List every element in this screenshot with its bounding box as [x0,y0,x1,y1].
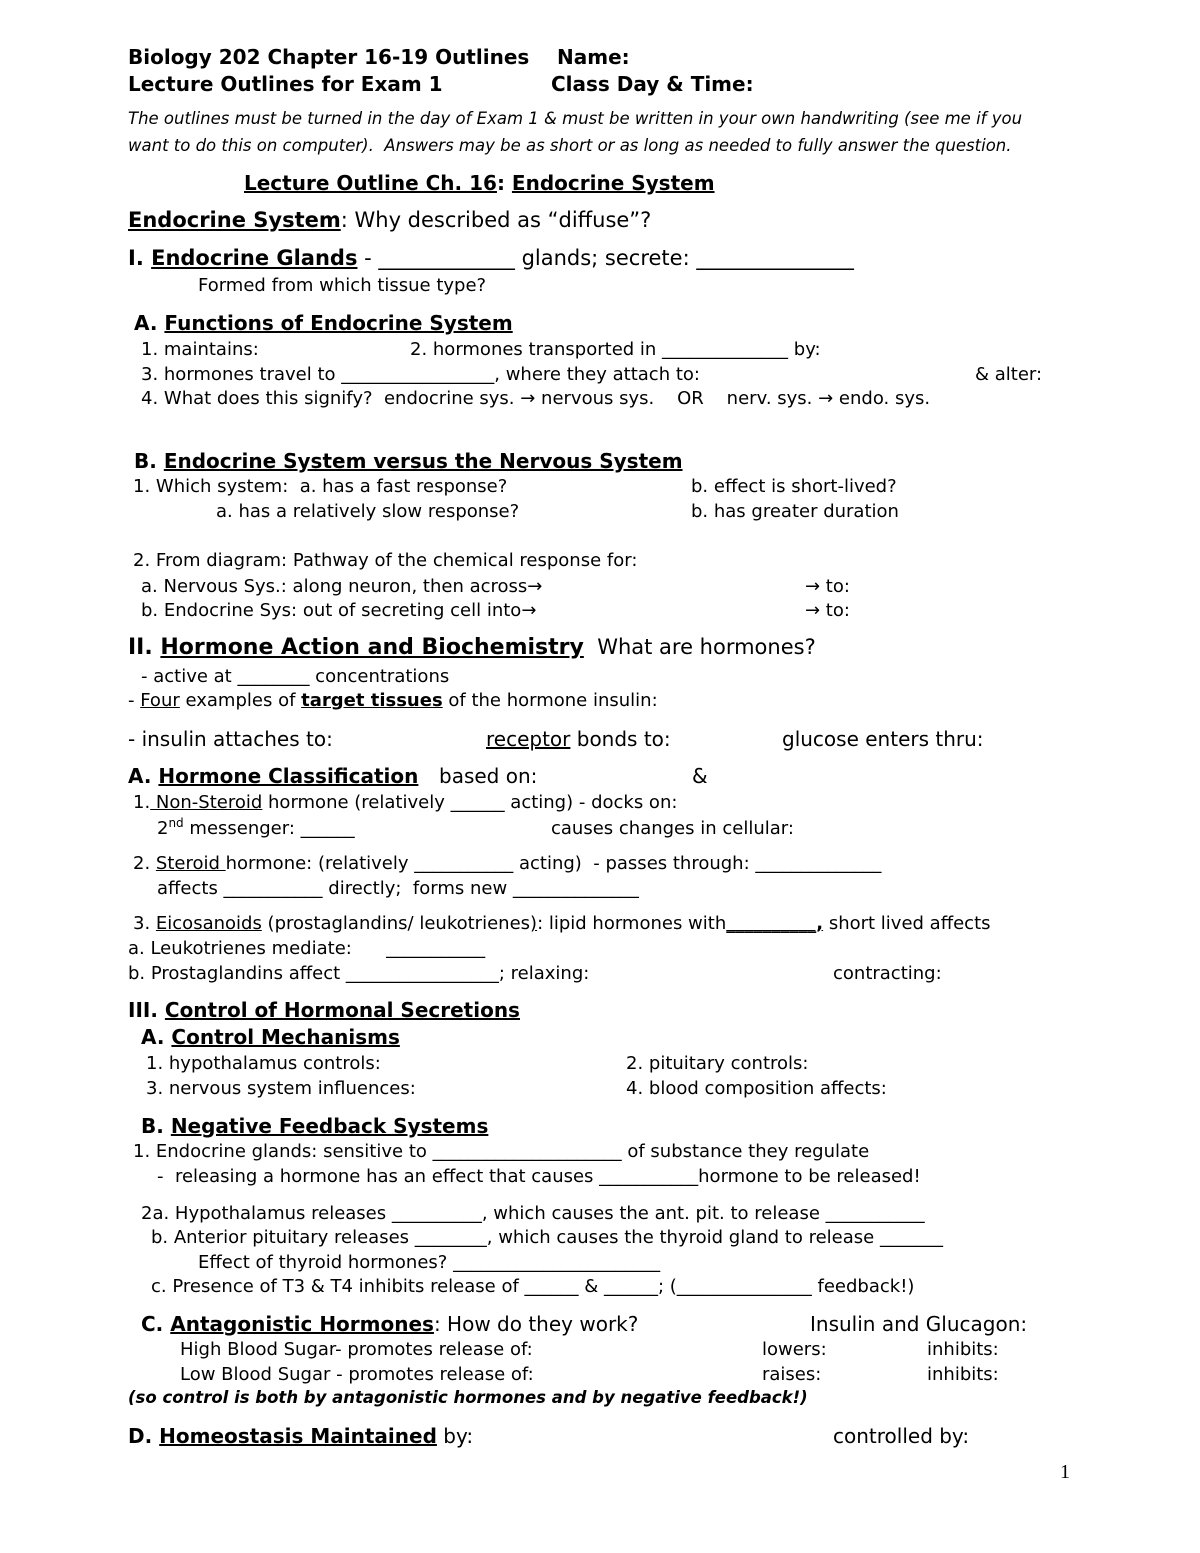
section-endocrine-glands: I. Endocrine Glands - _____________ glands; secrete: _______________ [128,246,854,270]
function-3-alter: & alter: [975,364,1043,385]
receptor-bonds: receptor bonds to: [486,727,671,751]
prostaglandins: b. Prostaglandins affect _________________; relaxing: [128,963,590,984]
active-concentrations: - active at ________ concentrations [141,666,450,687]
low-blood-sugar: Low Blood Sugar - promotes release of: [180,1364,534,1385]
subsection-endo-vs-nervous: B. Endocrine System versus the Nervous System [134,449,683,473]
target-tissues: - Four examples of target tissues of the hormone insulin: [128,690,658,711]
control-2: 2. pituitary controls: [626,1053,809,1074]
exam-title: Lecture Outlines for Exam 1 [128,72,443,96]
function-4: 4. What does this signify? endocrine sys. → nervous sys. OR nerv. sys. → endo. sys. [141,388,931,409]
name-label: Name: [557,45,630,69]
feedback-2a: 2a. Hypothalamus releases __________, which causes the ant. pit. to release ___________ [141,1203,925,1224]
leukotrienes: a. Leukotrienes mediate: ___________ [128,938,486,959]
pathway-nervous-right: → to: [805,576,850,597]
function-2: 2. hormones transported in ______________ by: [410,339,821,360]
compare-1-right: b. effect is short-lived? [691,476,897,497]
insulin-glucagon-label: Insulin and Glucagon: [810,1312,1028,1336]
compare-1: 1. Which system: a. has a fast response? [133,476,508,497]
control-note: (so control is both by antagonistic hormones and by negative feedback!) [128,1388,808,1407]
section-control: III. Control of Hormonal Secretions [128,998,520,1022]
insulin-attaches: - insulin attaches to: [128,727,333,751]
intro-question: Endocrine System: Why described as “diffuse”? [128,208,652,232]
function-1: 1. maintains: [141,339,259,360]
cellular-changes: causes changes in cellular: [551,818,794,839]
section-hormone-action: II. Hormone Action and Biochemistry What are hormones? [128,635,816,660]
compare-1a: a. has a relatively slow response? [216,501,520,522]
pathway-endocrine: b. Endocrine Sys: out of secreting cell into→ [141,600,537,621]
low-inhibits: inhibits: [927,1364,999,1385]
feedback-1b: - releasing a hormone has an effect that causes ___________hormone to be released! [157,1166,921,1187]
classification-amp: & [692,764,708,788]
subsection-control-mechanisms: A. Control Mechanisms [141,1025,400,1049]
page-number: 1 [1060,1461,1070,1483]
control-3: 3. nervous system influences: [146,1078,416,1099]
homeostasis-controlled-by: controlled by: [833,1424,970,1448]
subsection-antagonistic: C. Antagonistic Hormones: How do they work? [141,1312,639,1336]
instructions-line-2: want to do this on computer). Answers may be as short or as long as needed to fully answer the question. [128,136,1012,155]
pathway-question: 2. From diagram: Pathway of the chemical response for: [133,550,638,571]
classification-based-on: based on: [439,764,538,788]
function-3: 3. hormones travel to _________________, where they attach to: [141,364,700,385]
eicosanoids: 3. Eicosanoids (prostaglandins/ leukotrienes): lipid hormones with__________, short lived affects [133,913,991,934]
feedback-2c: c. Presence of T3 & T4 inhibits release of ______ & ______; (_______________ feedback!) [151,1276,915,1297]
control-1: 1. hypothalamus controls: [146,1053,381,1074]
course-title: Biology 202 Chapter 16-19 Outlines [128,45,530,69]
page-title: Lecture Outline Ch. 16: Endocrine System [244,171,715,195]
feedback-2b: b. Anterior pituitary releases ________, which causes the thyroid gland to release _______ [151,1227,943,1248]
compare-1a-right: b. has greater duration [691,501,899,522]
second-messenger: 2nd messenger: ______ [157,816,355,839]
high-lowers: lowers: [762,1339,827,1360]
class-day-label: Class Day & Time: [551,72,754,96]
subsection-functions: A. Functions of Endocrine System [134,311,513,335]
high-inhibits: inhibits: [927,1339,999,1360]
prostaglandins-contracting: contracting: [833,963,942,984]
control-4: 4. blood composition affects: [626,1078,887,1099]
pathway-nervous: a. Nervous Sys.: along neuron, then across→ [141,576,543,597]
tissue-question: Formed from which tissue type? [198,275,487,296]
subsection-negative-feedback: B. Negative Feedback Systems [141,1114,489,1138]
non-steroid-hormone: 1. Non-Steroid hormone (relatively ______ acting) - docks on: [133,792,678,813]
feedback-thyroid-effect: Effect of thyroid hormones? _______________________ [198,1252,661,1273]
steroid-hormone: 2. Steroid hormone: (relatively ___________ acting) - passes through: ______________ [133,853,882,874]
steroid-affects: affects ___________ directly; forms new ______________ [157,878,639,899]
subsection-classification: A. Hormone Classification [128,764,419,788]
glucose-enters: glucose enters thru: [782,727,984,751]
pathway-endocrine-right: → to: [805,600,850,621]
instructions-line-1: The outlines must be turned in the day of Exam 1 & must be written in your own handwriting (see me if you [128,109,1023,128]
feedback-1: 1. Endocrine glands: sensitive to _____________________ of substance they regulate [133,1141,870,1162]
high-blood-sugar: High Blood Sugar- promotes release of: [180,1339,533,1360]
low-raises: raises: [762,1364,822,1385]
section-homeostasis: D. Homeostasis Maintained by: [128,1424,474,1448]
